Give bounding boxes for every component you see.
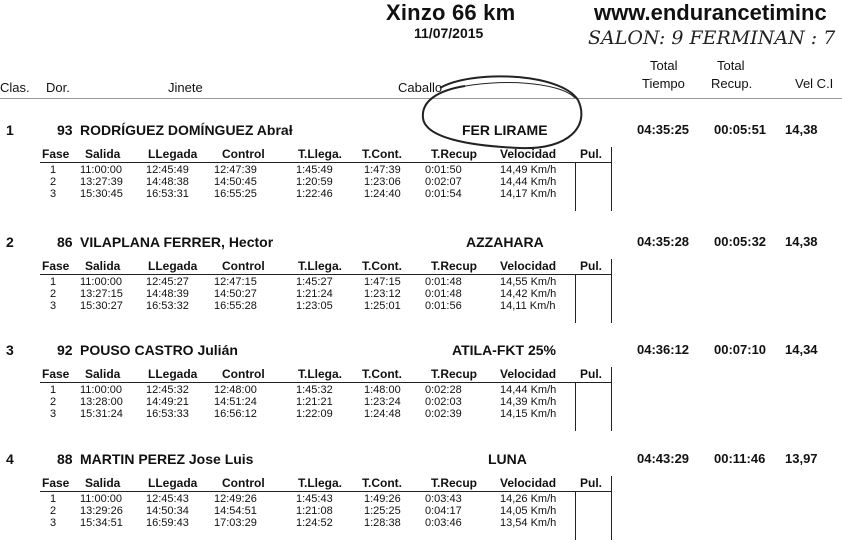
phase-vel: 14,17 Km/h bbox=[500, 188, 557, 200]
result-vel: 14,34 bbox=[785, 342, 818, 357]
subheader-fase: Fase bbox=[42, 476, 70, 490]
phase-vel: 14,49 Km/h bbox=[500, 164, 557, 176]
phase-tllega: 1:21:24 bbox=[296, 288, 333, 300]
result-total-recup: 00:11:46 bbox=[714, 451, 766, 466]
result-clas: 4 bbox=[6, 451, 14, 467]
subtable-top-line bbox=[40, 491, 612, 492]
phase-tllega: 1:20:59 bbox=[296, 176, 333, 188]
result-rider: VILAPLANA FERRER, Hector bbox=[80, 234, 274, 250]
website-url: www.endurancetiminc bbox=[594, 0, 827, 25]
phase-salida: 11:00:00 bbox=[80, 493, 123, 505]
subheader-tllega: T.Llega. bbox=[298, 476, 343, 490]
subtable-top-line bbox=[40, 382, 612, 383]
phase-llegada: 14:48:39 bbox=[146, 288, 189, 300]
subheader-fase: Fase bbox=[42, 367, 70, 381]
phase-salida: 15:31:24 bbox=[80, 408, 123, 420]
phase-tllega: 1:21:08 bbox=[296, 505, 333, 517]
subheader-tcont: T.Cont. bbox=[362, 367, 402, 381]
phase-fase: 1 bbox=[50, 384, 57, 396]
header-underline bbox=[0, 98, 842, 99]
subheader-salida: Salida bbox=[85, 259, 121, 273]
subtable-top-line bbox=[40, 274, 612, 275]
subheader-trecup: T.Recup bbox=[431, 147, 478, 161]
subheader-tcont: T.Cont. bbox=[362, 476, 402, 490]
phase-salida: 15:34:51 bbox=[80, 517, 123, 529]
phase-llegada: 16:53:31 bbox=[146, 188, 189, 200]
phase-fase: 2 bbox=[50, 288, 57, 300]
phase-trecup: 0:01:54 bbox=[425, 188, 462, 200]
phase-llegada: 14:50:34 bbox=[146, 505, 189, 517]
result-dorsal: 88 bbox=[57, 451, 73, 467]
phase-vel: 14,42 Km/h bbox=[500, 288, 557, 300]
phase-fase: 3 bbox=[50, 517, 57, 529]
phase-trecup: 0:01:48 bbox=[425, 288, 462, 300]
subheader-trecup: T.Recup bbox=[431, 476, 478, 490]
phase-salida: 11:00:00 bbox=[80, 164, 123, 176]
col-dor: Dor. bbox=[46, 80, 70, 95]
phase-vel: 14,55 Km/h bbox=[500, 276, 557, 288]
phase-fase: 3 bbox=[50, 408, 57, 420]
subheader-trecup: T.Recup bbox=[431, 259, 478, 273]
phase-control: 14:50:27 bbox=[214, 288, 257, 300]
phase-control: 16:56:12 bbox=[214, 408, 257, 420]
phase-fase: 3 bbox=[50, 300, 57, 312]
phase-tcont: 1:23:06 bbox=[364, 176, 401, 188]
result-total-time: 04:43:29 bbox=[637, 451, 690, 466]
result-clas: 1 bbox=[6, 122, 14, 138]
phase-control: 12:49:26 bbox=[214, 493, 257, 505]
phase-salida: 13:27:15 bbox=[80, 288, 123, 300]
subheader-fase: Fase bbox=[42, 259, 70, 273]
phase-vel: 14,05 Km/h bbox=[500, 505, 557, 517]
subheader-pul: Pul. bbox=[580, 367, 603, 381]
result-rider: POUSO CASTRO Julián bbox=[80, 342, 238, 358]
phase-tcont: 1:24:40 bbox=[364, 188, 401, 200]
subheader-llegada: LLegada bbox=[148, 476, 198, 490]
result-vel: 14,38 bbox=[785, 122, 818, 137]
subheader-tcont: T.Cont. bbox=[362, 259, 402, 273]
phase-trecup: 0:02:39 bbox=[425, 408, 462, 420]
phase-trecup: 0:02:03 bbox=[425, 396, 462, 408]
subtable-right-border bbox=[611, 476, 612, 540]
subheader-velocidad: Velocidad bbox=[500, 259, 557, 273]
phase-salida: 13:29:26 bbox=[80, 505, 123, 517]
phase-salida: 13:27:39 bbox=[80, 176, 123, 188]
phase-tllega: 1:45:32 bbox=[296, 384, 333, 396]
phase-llegada: 14:48:38 bbox=[146, 176, 189, 188]
subheader-velocidad: Velocidad bbox=[500, 367, 557, 381]
phase-trecup: 0:02:28 bbox=[425, 384, 462, 396]
phase-tcont: 1:48:00 bbox=[364, 384, 401, 396]
phase-control: 14:50:45 bbox=[214, 176, 257, 188]
result-dorsal: 92 bbox=[57, 342, 73, 358]
subheader-salida: Salida bbox=[85, 367, 121, 381]
phase-salida: 13:28:00 bbox=[80, 396, 123, 408]
phase-llegada: 16:59:43 bbox=[146, 517, 189, 529]
result-rider: RODRÍGUEZ DOMÍNGUEZ Abraƚ bbox=[80, 122, 293, 138]
phase-control: 14:51:24 bbox=[214, 396, 257, 408]
phase-fase: 1 bbox=[50, 493, 57, 505]
phase-tcont: 1:49:26 bbox=[364, 493, 401, 505]
phase-trecup: 0:03:43 bbox=[425, 493, 462, 505]
phase-llegada: 12:45:27 bbox=[146, 276, 189, 288]
subtable-pul-divider bbox=[575, 274, 576, 323]
result-total-time: 04:35:28 bbox=[637, 234, 690, 249]
phase-llegada: 12:45:32 bbox=[146, 384, 189, 396]
result-dorsal: 93 bbox=[57, 122, 73, 138]
phase-vel: 14,15 Km/h bbox=[500, 408, 557, 420]
result-total-recup: 00:07:10 bbox=[714, 342, 767, 357]
phase-vel: 14,11 Km/h bbox=[500, 300, 556, 312]
phase-tllega: 1:23:05 bbox=[296, 300, 333, 312]
subtable-right-border bbox=[611, 367, 612, 431]
result-clas: 3 bbox=[6, 342, 14, 358]
result-total-time: 04:36:12 bbox=[637, 342, 690, 357]
subheader-tllega: T.Llega. bbox=[298, 259, 343, 273]
result-horse: FER LIRAME bbox=[462, 122, 548, 138]
phase-tllega: 1:45:27 bbox=[296, 276, 333, 288]
col-total-tiempo-2: Tiempo bbox=[642, 76, 685, 91]
phase-tcont: 1:47:15 bbox=[364, 276, 401, 288]
subheader-control: Control bbox=[222, 367, 265, 381]
phase-trecup: 0:01:56 bbox=[425, 300, 462, 312]
result-rider: MARTIN PEREZ Jose Luis bbox=[80, 451, 254, 467]
phase-fase: 1 bbox=[50, 276, 57, 288]
phase-tcont: 1:23:12 bbox=[364, 288, 401, 300]
subheader-tllega: T.Llega. bbox=[298, 147, 343, 161]
subheader-control: Control bbox=[222, 259, 265, 273]
phase-vel: 14,39 Km/h bbox=[500, 396, 557, 408]
phase-tllega: 1:45:43 bbox=[296, 493, 333, 505]
col-vel: Vel C.I bbox=[795, 76, 834, 91]
phase-control: 12:47:15 bbox=[214, 276, 257, 288]
phase-trecup: 0:02:07 bbox=[425, 176, 462, 188]
result-dorsal: 86 bbox=[57, 234, 73, 250]
phase-vel: 14,44 Km/h bbox=[500, 384, 557, 396]
subheader-llegada: LLegada bbox=[148, 259, 198, 273]
event-date: 11/07/2015 bbox=[414, 25, 484, 41]
phase-tllega: 1:21:21 bbox=[296, 396, 333, 408]
phase-llegada: 16:53:32 bbox=[146, 300, 189, 312]
phase-tllega: 1:45:49 bbox=[296, 164, 333, 176]
result-total-recup: 00:05:51 bbox=[714, 122, 767, 137]
phase-trecup: 0:04:17 bbox=[425, 505, 462, 517]
subtable-right-border bbox=[611, 259, 612, 323]
subtable-top-line bbox=[40, 162, 612, 163]
subheader-salida: Salida bbox=[85, 476, 121, 490]
subheader-velocidad: Velocidad bbox=[500, 147, 557, 161]
phase-fase: 2 bbox=[50, 176, 57, 188]
col-jinete: Jinete bbox=[168, 80, 203, 95]
col-total-recup-1: Total bbox=[717, 58, 745, 73]
subheader-pul: Pul. bbox=[580, 259, 603, 273]
phase-salida: 11:00:00 bbox=[80, 276, 123, 288]
subheader-llegada: LLegada bbox=[148, 367, 198, 381]
phase-tllega: 1:22:09 bbox=[296, 408, 333, 420]
col-caballo: Caballo bbox=[398, 80, 443, 95]
phase-salida: 11:00:00 bbox=[80, 384, 123, 396]
phase-salida: 15:30:27 bbox=[80, 300, 123, 312]
result-vel: 14,38 bbox=[785, 234, 818, 249]
handwritten-note: SALON: 9 FERMINAN : 7 bbox=[588, 27, 836, 49]
phase-fase: 2 bbox=[50, 505, 57, 517]
subheader-velocidad: Velocidad bbox=[500, 476, 557, 490]
phase-llegada: 14:49:21 bbox=[146, 396, 189, 408]
result-vel: 13,97 bbox=[785, 451, 818, 466]
phase-salida: 15:30:45 bbox=[80, 188, 123, 200]
subtable-pul-divider bbox=[575, 162, 576, 211]
subheader-control: Control bbox=[222, 476, 265, 490]
phase-control: 16:55:25 bbox=[214, 188, 257, 200]
result-clas: 2 bbox=[6, 234, 14, 250]
phase-control: 12:47:39 bbox=[214, 164, 257, 176]
phase-llegada: 16:53:33 bbox=[146, 408, 189, 420]
subheader-tllega: T.Llega. bbox=[298, 367, 343, 381]
result-horse: LUNA bbox=[488, 451, 527, 467]
phase-vel: 14,26 Km/h bbox=[500, 493, 557, 505]
result-total-time: 04:35:25 bbox=[637, 122, 690, 137]
phase-llegada: 12:45:43 bbox=[146, 493, 189, 505]
subheader-tcont: T.Cont. bbox=[362, 147, 402, 161]
phase-tcont: 1:47:39 bbox=[364, 164, 401, 176]
col-total-tiempo-1: Total bbox=[650, 58, 678, 73]
subtable-pul-divider bbox=[575, 382, 576, 431]
phase-fase: 3 bbox=[50, 188, 57, 200]
phase-fase: 2 bbox=[50, 396, 57, 408]
phase-control: 14:54:51 bbox=[214, 505, 257, 517]
result-total-recup: 00:05:32 bbox=[714, 234, 767, 249]
phase-tllega: 1:22:46 bbox=[296, 188, 333, 200]
phase-trecup: 0:03:46 bbox=[425, 517, 462, 529]
col-total-recup-2: Recup. bbox=[711, 76, 753, 91]
event-title: Xinzo 66 km bbox=[386, 0, 516, 25]
phase-vel: 13,54 Km/h bbox=[500, 517, 557, 529]
result-horse: ATILA-FKT 25% bbox=[452, 342, 556, 358]
subtable-right-border bbox=[611, 147, 612, 211]
subtable-pul-divider bbox=[575, 491, 576, 540]
subheader-llegada: LLegada bbox=[148, 147, 198, 161]
subheader-fase: Fase bbox=[42, 147, 70, 161]
phase-control: 12:48:00 bbox=[214, 384, 257, 396]
subheader-control: Control bbox=[222, 147, 265, 161]
subheader-trecup: T.Recup bbox=[431, 367, 478, 381]
phase-vel: 14,44 Km/h bbox=[500, 176, 557, 188]
phase-tcont: 1:24:48 bbox=[364, 408, 401, 420]
phase-trecup: 0:01:48 bbox=[425, 276, 462, 288]
phase-trecup: 0:01:50 bbox=[425, 164, 462, 176]
phase-tcont: 1:23:24 bbox=[364, 396, 401, 408]
subheader-pul: Pul. bbox=[580, 147, 603, 161]
col-clas: Clas. bbox=[0, 80, 30, 95]
phase-tllega: 1:24:52 bbox=[296, 517, 333, 529]
phase-tcont: 1:25:01 bbox=[364, 300, 401, 312]
phase-control: 16:55:28 bbox=[214, 300, 257, 312]
subheader-pul: Pul. bbox=[580, 476, 603, 490]
phase-fase: 1 bbox=[50, 164, 57, 176]
phase-llegada: 12:45:49 bbox=[146, 164, 189, 176]
phase-control: 17:03:29 bbox=[214, 517, 257, 529]
phase-tcont: 1:28:38 bbox=[364, 517, 401, 529]
result-horse: AZZAHARA bbox=[466, 234, 544, 250]
phase-tcont: 1:25:25 bbox=[364, 505, 401, 517]
subheader-salida: Salida bbox=[85, 147, 121, 161]
